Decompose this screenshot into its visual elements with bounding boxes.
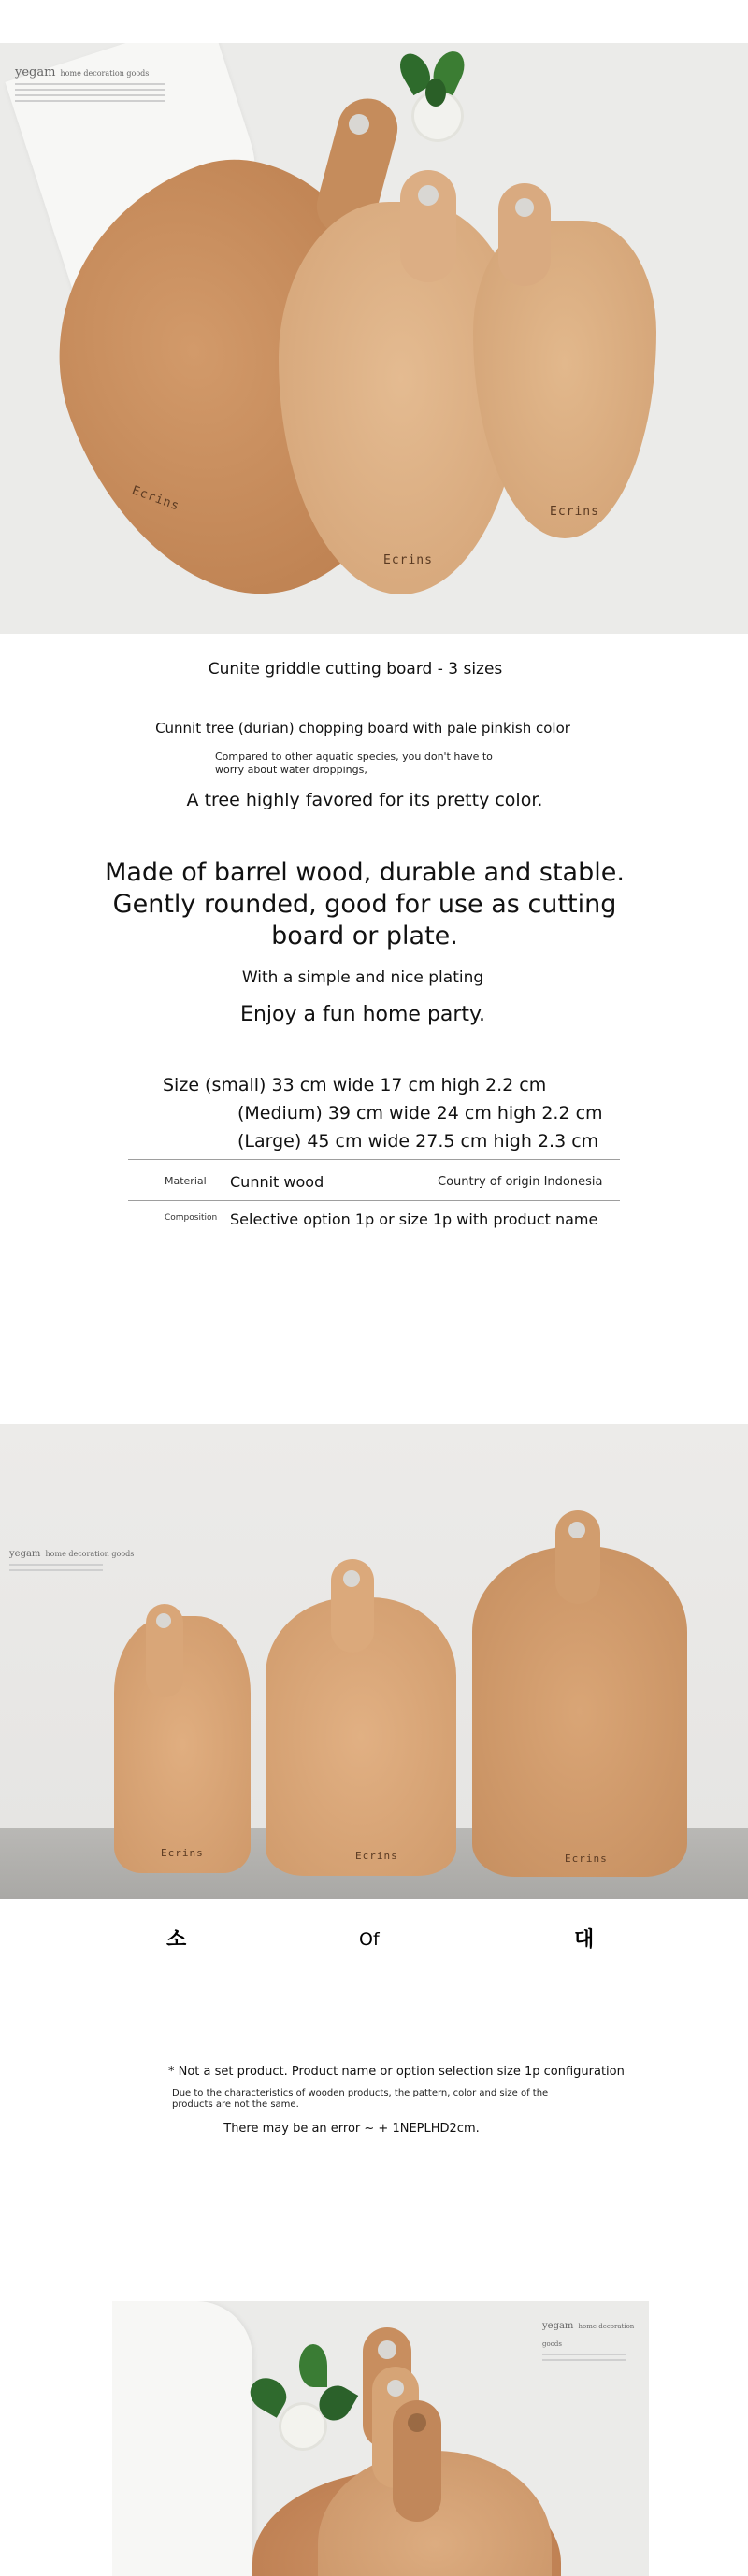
brand-name: yegam (15, 65, 56, 79)
material-label: Material (165, 1175, 207, 1187)
brand-stamp: Ecrins (550, 505, 599, 519)
handle-hole (515, 198, 534, 217)
material-value: Cunnit wood (230, 1173, 324, 1191)
product-title: Cunite griddle cutting board - 3 sizes (208, 660, 503, 679)
handle-hole (408, 2413, 426, 2432)
handle-hole (349, 114, 369, 135)
divider (128, 1200, 620, 1201)
brand-logo (542, 2314, 649, 2361)
product-subtitle: Cunnit tree (durian) chopping board with pale pinkish color (155, 720, 570, 737)
brand-tagline: home decoration goods (45, 1550, 135, 1558)
brand-stamp: Ecrins (161, 1847, 204, 1859)
linen-cloth (112, 2301, 252, 2576)
brand-name: yegam (542, 2321, 574, 2331)
brand-stamp: Ecrins (383, 553, 433, 567)
composition-label: Composition (165, 1213, 218, 1223)
handle-hole (418, 185, 439, 206)
handle-hole (568, 1522, 585, 1538)
plant-leaf (425, 79, 446, 107)
bottom-photo (112, 2301, 649, 2576)
notice-main: * Not a set product. Product name or option selection size 1p configuration (168, 2065, 625, 2079)
size-small: Size (small) 33 cm wide 17 cm high 2.2 cm (163, 1075, 547, 1095)
notice-error: There may be an error ~ + 1NEPLHD2cm. (223, 2122, 480, 2136)
divider (128, 1159, 620, 1160)
plating-text: With a simple and nice plating (241, 968, 484, 987)
hero-photo (0, 43, 748, 634)
favored-text: A tree highly favored for its pretty color. (186, 790, 543, 810)
handle-hole (156, 1613, 171, 1628)
brand-stamp: Ecrins (565, 1853, 608, 1865)
size-label-small: 소 (166, 1928, 187, 1952)
small-note: Compared to other aquatic species, you don't have to worry about water droppings, (215, 751, 493, 776)
brand-tagline: home decoration goods (60, 69, 150, 78)
handle-hole (343, 1570, 360, 1587)
notice-small: Due to the characteristics of wooden products, the pattern, color and size of the products are not the same. (172, 2088, 549, 2110)
brand-logo (9, 1542, 134, 1571)
brand-logo (15, 62, 165, 102)
size-medium: (Medium) 39 cm wide 24 cm high 2.2 cm (237, 1103, 603, 1123)
handle-hole (378, 2340, 396, 2359)
boards-lineup-photo (0, 1424, 748, 1899)
brand-stamp: Ecrins (130, 483, 181, 514)
party-text: Enjoy a fun home party. (240, 1003, 485, 1026)
origin-value: Country of origin Indonesia (438, 1175, 603, 1189)
size-label-of: Of (359, 1929, 380, 1950)
composition-value: Selective option 1p or size 1p with product name (230, 1210, 598, 1228)
brand-stamp: Ecrins (355, 1850, 398, 1862)
size-large: (Large) 45 cm wide 27.5 cm high 2.3 cm (237, 1131, 599, 1152)
plant-leaf (299, 2344, 327, 2387)
brand-name: yegam (9, 1549, 41, 1559)
brand-tagline: home decoration goods (542, 2323, 635, 2348)
headline: Made of barrel wood, durable and stable. Gently rounded, good for use as cutting board or plate. (105, 858, 625, 951)
size-label-large: 대 (574, 1928, 595, 1952)
handle-hole (387, 2380, 404, 2397)
